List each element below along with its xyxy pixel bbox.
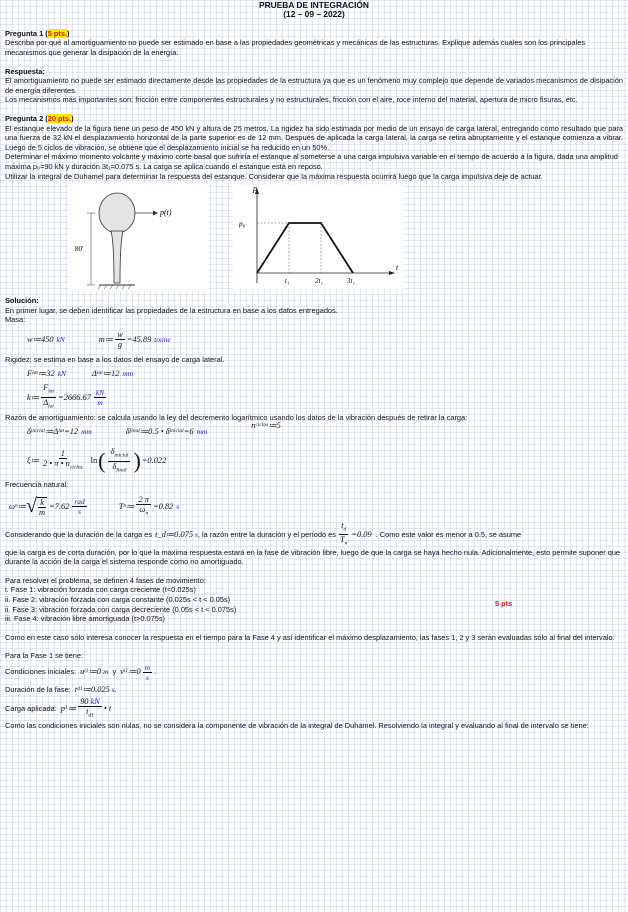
phase1-load: Carga aplicada: p 1 ≔ $\frac{90 kN}{t_{d1}}$ • t bbox=[5, 697, 112, 719]
doc-title: PRUEBA DE INTEGRACIÓN bbox=[259, 0, 369, 10]
duration-paragraph: Considerando que la duración de la carga es t_d≔0.075 s , la razón entre la duración y el período es $\frac{t_d}{T_n}$ =0.09 . Como este valor es menor a 0.5, se asume que la carga es de corta duración, por lo que la máxima respuesta estará en la fase de vibración libre, luego de que la carga se haya hecho nula. Adicionalmente, esto permite suponer que durante la acción de la carga el sistema responde como no amortiguado. bbox=[5, 520, 621, 567]
tick-t1: t₁ bbox=[285, 277, 290, 286]
tick-3t1: 3t₁ bbox=[347, 277, 355, 286]
solution-intro: En primer lugar, se deben identificar las propiedades de la estructura en base a los datos entregados. bbox=[5, 305, 338, 315]
pts-tag: 5 pts bbox=[495, 599, 513, 608]
q2-points: 20 pts. bbox=[47, 113, 72, 123]
natural-freq-label: Frecuencia natural: bbox=[5, 480, 69, 490]
document-page bbox=[5, 0, 623, 731]
height-label: 80' bbox=[75, 245, 84, 254]
mass-equation: w≔450 kN m≔ $\frac{w}{g}$ =45.89 tonne bbox=[27, 330, 171, 350]
lateral-test-values: F lat ≔32 kN Δ lat ≔12 mm bbox=[27, 368, 134, 378]
phases-intro: Para resolver el problema, se definen 4 fases de movimiento: bbox=[5, 575, 206, 585]
q1-heading: Pregunta 1 (5 pts.) bbox=[5, 28, 70, 38]
stiffness-equation: k≔ $\frac{F_{lat}}{\Delta_{lat}}$ =2666.67 $\frac{kN}{m}$ bbox=[27, 383, 105, 410]
q1-text: Describa por qué al amortiguamiento no puede ser estimado en base a las propiedades geométricas y mecánicas de las estructuras. Explique además cuales son los principales mecanismos que generar la disipación de la energía. bbox=[5, 38, 586, 57]
problem-figure bbox=[5, 183, 623, 291]
q1-points: 5 pts. bbox=[47, 28, 68, 38]
graph-p0-label: p₀ bbox=[239, 219, 246, 229]
duhamel-text: Como las condiciones iniciales son nulas, no se considera la componente de vibración de la integral de Duhamel. Resolviendo la integral y evaluando al final de intervalo se tiene: bbox=[5, 721, 589, 731]
q1-answer-p1: El amortiguamiento no puede ser estimado directamente desde las propiedades de la estructura ya que es un fenómeno muy complejo que depende de variados mecanismos de disipación de energía diferentes. bbox=[5, 76, 623, 95]
load-time-graph bbox=[233, 185, 403, 289]
q2-text-1: El estanque elevado de la figura tiene un peso de 450 kN y altura de 25 metros. La rigidez ha sido estimada por medio de un ensayo de carga lateral, entregando como resultado que para una fuerza de 32 kN el desplazamiento horizontal de la parte superior es de 12 mm. Después de aplicada la carga lateral, la carga se retira abruptamente y el estanque comienza a vibrar. Luego de 5 ciclos de vibración, se obtiene que el desplazamiento inicial se ha reducido en un 50%. bbox=[5, 123, 623, 152]
tank-diagram bbox=[69, 183, 209, 291]
natural-freq-equation: ω n ≔ √ $\frac{k}{m}$ =7.62 $\frac{\text{rad}}{s}$ T n ≔ $\frac{2 \pi}{\omega_n}$ =0.82 s bbox=[9, 494, 180, 517]
doc-date: (12 – 09 – 2022) bbox=[283, 9, 345, 20]
tick-2t1: 2t₁ bbox=[315, 277, 323, 286]
stiffness-text: Rigidez: se estima en base a los datos del ensayo de carga lateral. bbox=[5, 354, 225, 364]
tank-vessel bbox=[99, 193, 135, 233]
q2-text-3: Utilizar la integral de Duhamel para determinar la respuesta del estanque. Considerar que la máxima respuesta ocurrirá luego que la carga impulsiva deje de actuar. bbox=[5, 171, 543, 181]
phase1-label: Para la Fase 1 se tiene: bbox=[5, 651, 84, 661]
decrement-values: δ inicial ≔Δ lat =12 mm δ final ≔0.5 • δ inicial =6 mm n $_{ciclos}$ ≔5 bbox=[27, 421, 281, 437]
phase-item: ii. Fase 3: vibración forzada con carga decreciente (0.05s < t < 0.075s) bbox=[5, 604, 237, 614]
q2-heading: Pregunta 2 (20 pts.) bbox=[5, 113, 74, 123]
graph-x-label: t bbox=[396, 263, 399, 273]
q2-text-2: Determinar el máximo momento volcante y máximo corte basal que sufriría el estanque al someterse a una carga impulsiva variable en el tiempo de acuerdo a la figura, dada una amplitud máxima p₀=90 kN y duración 3t₁=0.075 s. La carga se aplica cuando el estanque está en reposo. bbox=[5, 152, 618, 171]
phase-item: iii. Fase 4: vibración libre amortiguada (t>0.075s) bbox=[5, 614, 166, 624]
q1-answer-p2: Los mecanismos más importantes son: fricción entre componentes estructurales y no estructurales, fricción con el aire, roce interno del material, apertura de micro fisuras, etc. bbox=[5, 95, 578, 105]
phase4-text: Como en este caso sólo interesa conocer la respuesta en el tiempo para la Fase 4 y así identificar el máximo desplazamiento, las fases 1, 2 y 3 serán evaluadas sólo al final del intervalo. bbox=[5, 632, 615, 642]
graph-y-label: p bbox=[253, 185, 257, 194]
load-label: p(t) bbox=[160, 208, 172, 218]
phase-item: ii. Fase 2: vibración forzada con carga constante (0.025s < t < 0.05s) bbox=[5, 595, 231, 605]
initial-conditions: Condiciones iniciales: u i1 ≔0 m y v i1 ≔0 $\frac{m}{s}$ . bbox=[5, 662, 157, 682]
mass-label: Masa: bbox=[5, 315, 26, 325]
phase1-duration: Duración de la fase: t d1 ≔0.025 s . bbox=[5, 685, 117, 695]
solution-label: Solución: bbox=[5, 296, 39, 306]
phase-item: i. Fase 1: vibración forzada con carga creciente (t<0.025s) bbox=[5, 585, 196, 595]
damping-text: Razón de amortiguamiento: se calcula usando la ley del decremento logarítmico usando los datos de la vibración después de retirar la carga: bbox=[5, 412, 468, 422]
damping-ratio-equation: ξ≔ $\frac{1}{2 • \pi • n_{ciclos}}$ ln ( $\frac{\delta_{inicial}}{\delta_{final}}$ ) =0.022 bbox=[27, 446, 167, 474]
q1-answer-label: Respuesta: bbox=[5, 66, 45, 76]
